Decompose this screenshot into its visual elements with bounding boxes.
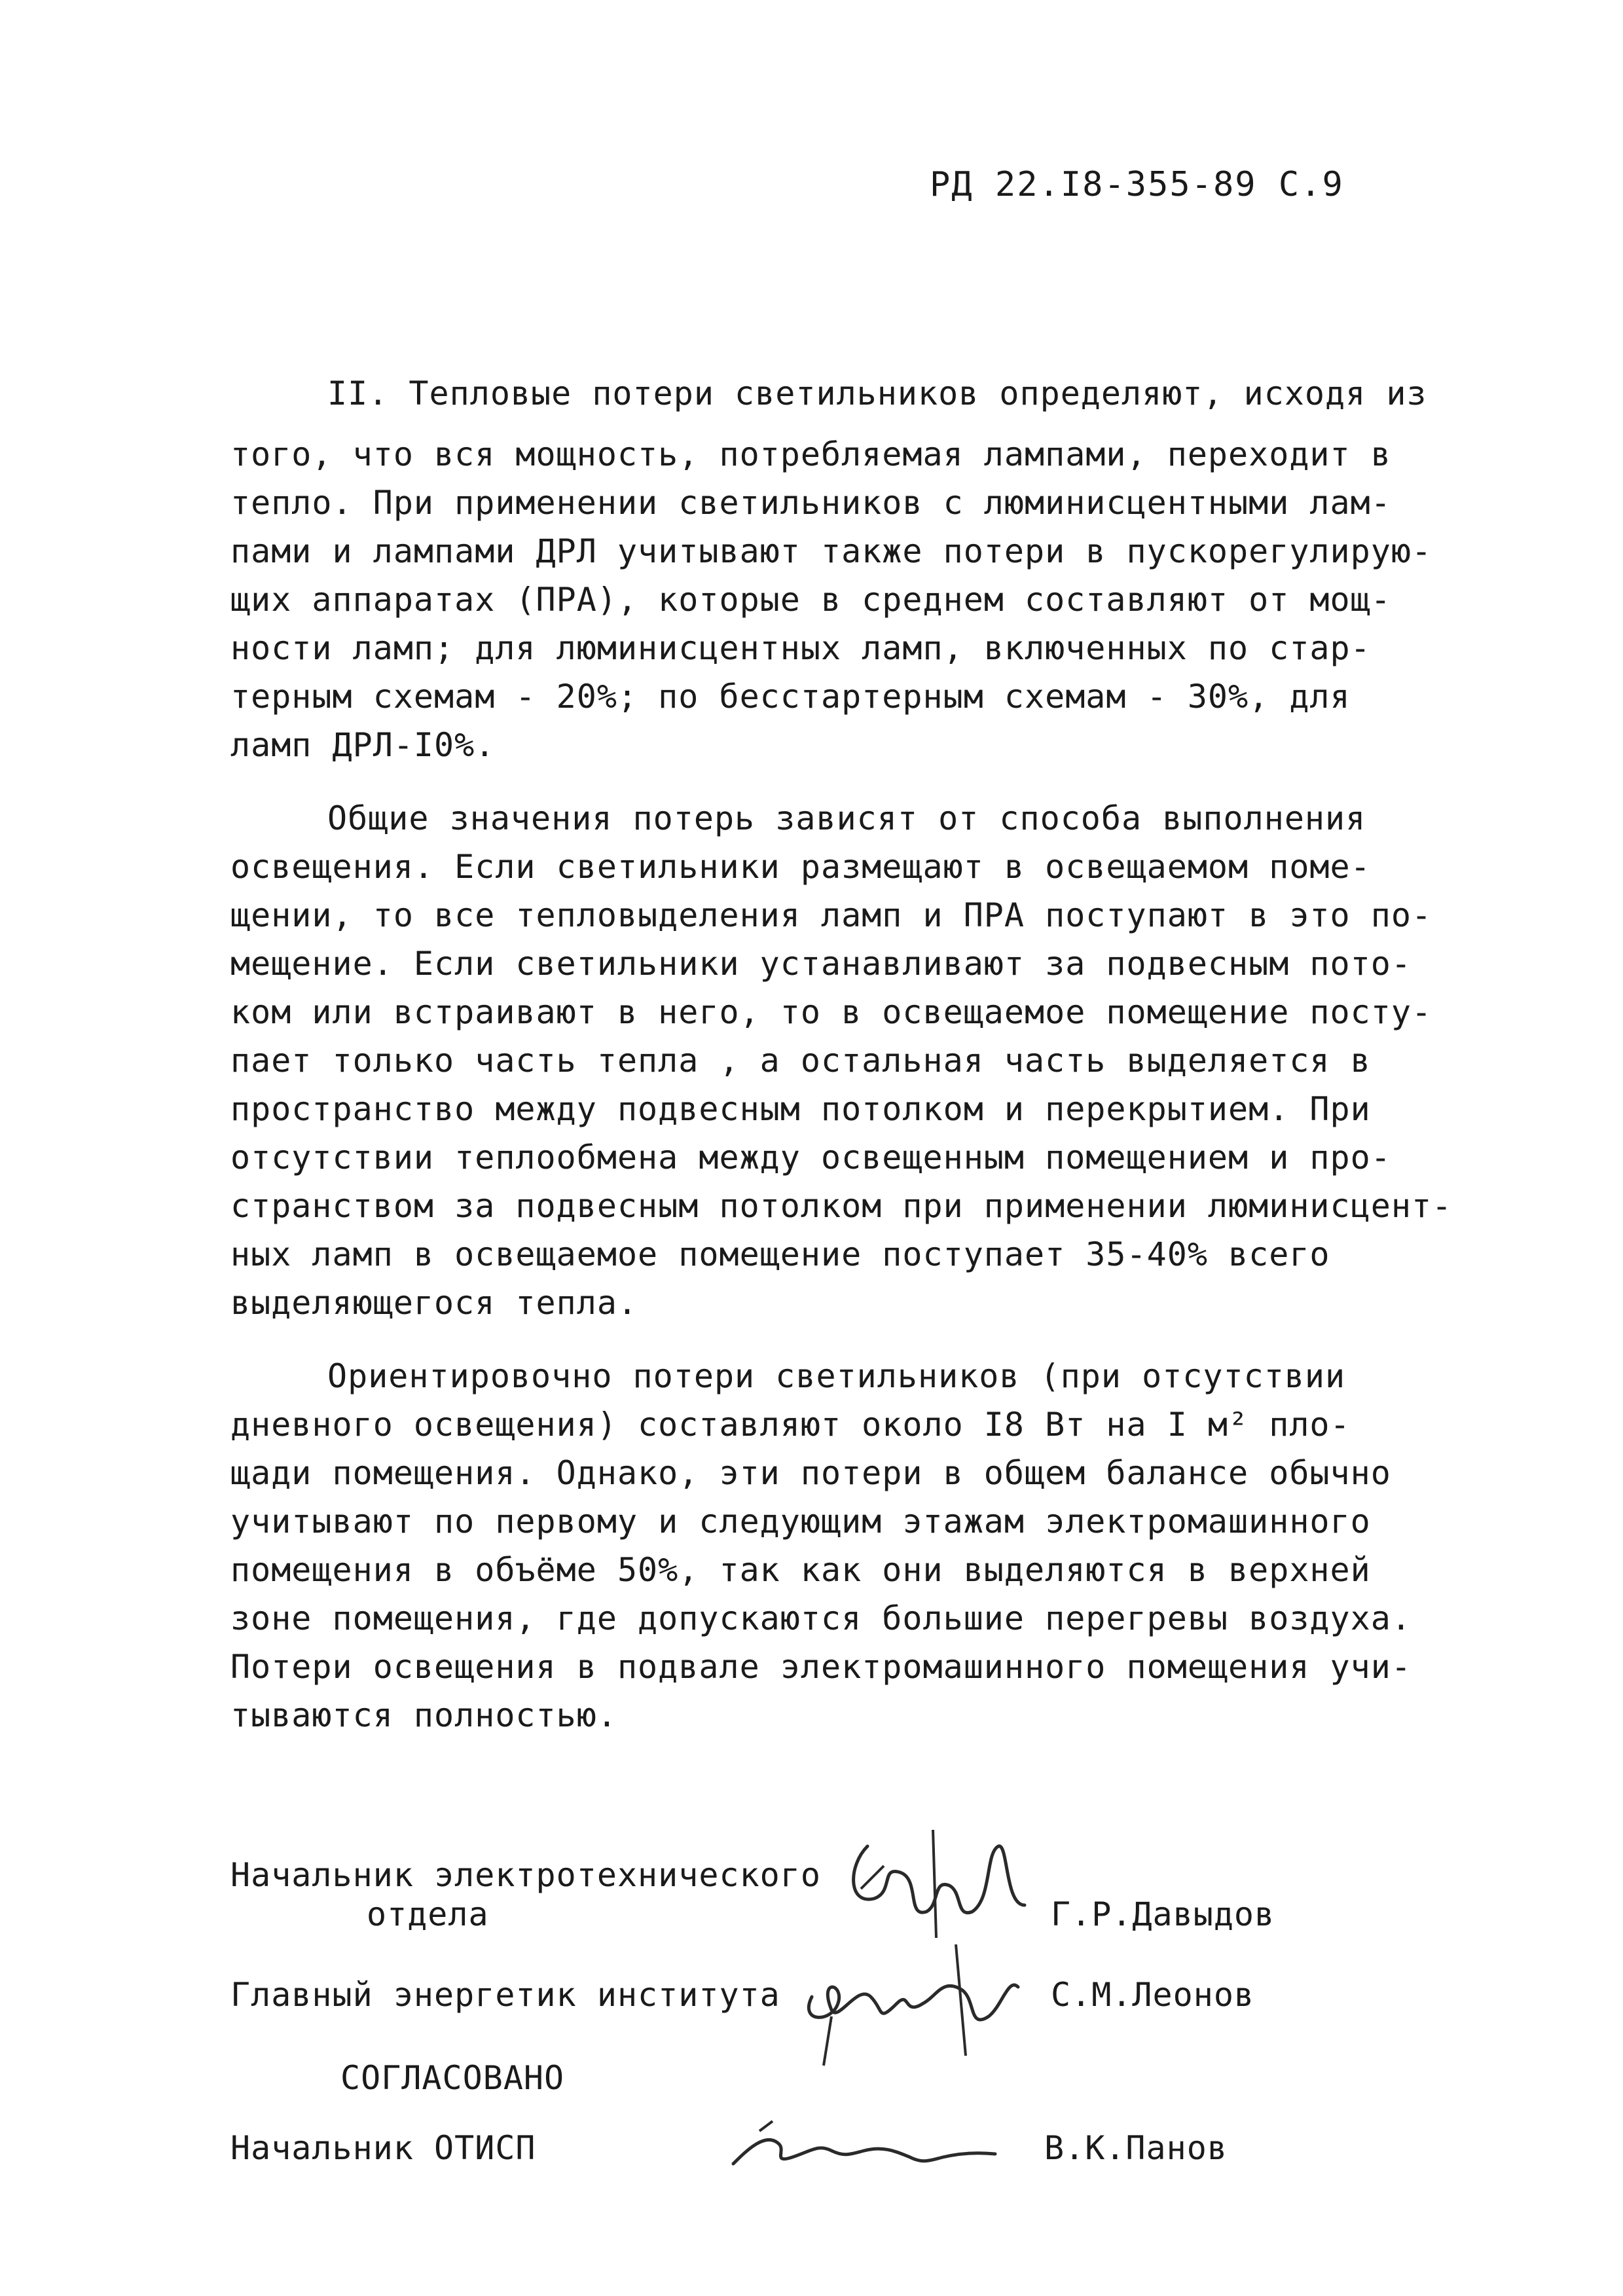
- body-line: дневного освещения) составляют около I8 Вт на I м² пло-: [230, 1406, 1351, 1444]
- body-line: учитывают по первому и следующим этажам электромашинного: [230, 1503, 1371, 1540]
- handwritten-signature: [792, 1938, 1028, 2069]
- body-line: пает только часть тепла , а остальная часть выделяется в: [230, 1042, 1371, 1080]
- body-line: пространство между подвесным потолком и перекрытием. При: [230, 1090, 1371, 1128]
- body-line: терным схемам - 20%; по бесстартерным схемам - 30%, для: [230, 678, 1351, 716]
- body-line: щих аппаратах (ПРА), которые в среднем составляют от мощ-: [230, 581, 1391, 619]
- body-line: Ориентировочно потери светильников (при отсутствии: [327, 1357, 1346, 1395]
- body-line: Общие значения потерь зависят от способа выполнения: [327, 799, 1366, 837]
- body-line: помещения в объёме 50%, так как они выделяются в верхней: [230, 1551, 1371, 1589]
- body-line: ности ламп; для люминисцентных ламп, включенных по стар-: [230, 629, 1371, 667]
- body-line: тываются полностью.: [230, 1696, 617, 1734]
- signatory-name: В.К.Панов: [1044, 2129, 1228, 2167]
- body-line: ком или встраивают в него, то в освещаемое помещение посту-: [230, 993, 1432, 1031]
- body-line: освещения. Если светильники размещают в освещаемом поме-: [230, 848, 1371, 886]
- body-line: выделяющегося тепла.: [230, 1284, 638, 1322]
- agreed-label: СОГЛАСОВАНО: [340, 2059, 565, 2097]
- body-line: того, что вся мощность, потребляемая лампами, переходит в: [230, 435, 1391, 473]
- handwritten-signature: [835, 1827, 1031, 1944]
- body-line: Потери освещения в подвале электромашинного помещения учи-: [230, 1648, 1412, 1686]
- signatory-name: Г.Р.Давыдов: [1051, 1895, 1275, 1933]
- body-line: тепло. При применении светильников с люминисцентными лам-: [230, 484, 1391, 522]
- signatory-title: Начальник электротехнического: [230, 1856, 821, 1894]
- body-line: странством за подвесным потолком при применении люминисцент-: [230, 1187, 1453, 1225]
- body-line: зоне помещения, где допускаются большие перегревы воздуха.: [230, 1599, 1412, 1637]
- body-line: отсутствии теплообмена между освещенным помещением и про-: [230, 1139, 1391, 1176]
- body-line: щении, то все тепловыделения ламп и ПРА поступают в это по-: [230, 896, 1432, 934]
- body-line: II. Тепловые потери светильников определяют, исходя из: [327, 374, 1427, 412]
- body-line: щади помещения. Однако, эти потери в общем балансе обычно: [230, 1454, 1391, 1492]
- signatory-title: Начальник ОТИСП: [230, 2129, 536, 2167]
- body-line: ламп ДРЛ-I0%.: [230, 726, 496, 764]
- signatory-title: отдела: [367, 1895, 489, 1933]
- handwritten-signature: [720, 2105, 1008, 2183]
- document-code: РД 22.I8-355-89 С.9: [930, 165, 1344, 204]
- signatory-title: Главный энергетик института: [230, 1976, 780, 2014]
- body-line: ных ламп в освещаемое помещение поступает 35-40% всего: [230, 1235, 1330, 1273]
- signatory-name: С.М.Леонов: [1051, 1976, 1255, 2014]
- body-line: пами и лампами ДРЛ учитывают также потери в пускорегулирую-: [230, 532, 1432, 570]
- body-line: мещение. Если светильники устанавливают за подвесным пото-: [230, 945, 1412, 983]
